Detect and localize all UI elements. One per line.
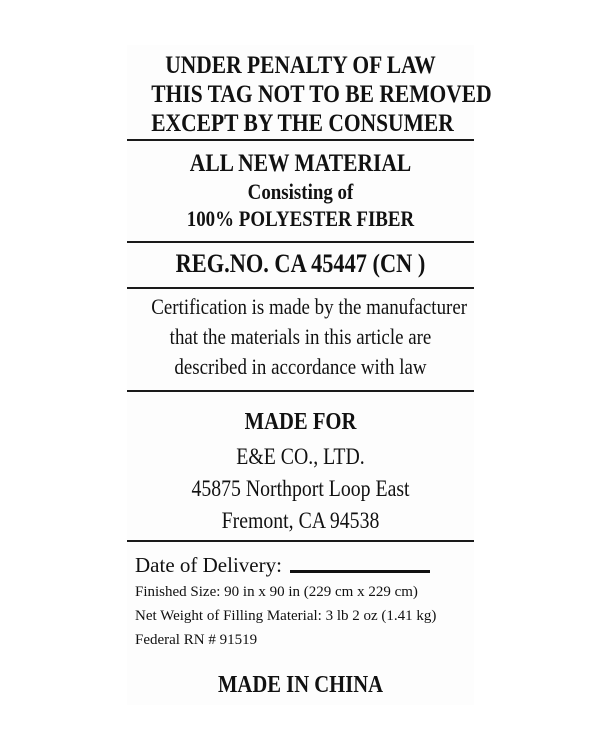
registration-section (127, 249, 474, 279)
made-for-section (127, 407, 474, 537)
material-line-1: ALL NEW MATERIAL (189, 150, 412, 177)
company-name: E&E CO., LTD. (236, 444, 365, 469)
delivery-row (135, 551, 475, 579)
registration-number: REG.NO. CA 45447 (CN ) (175, 249, 426, 278)
divider-5 (127, 540, 474, 542)
penalty-line-1: UNDER PENALTY OF LAW (165, 52, 436, 79)
penalty-section (127, 51, 492, 138)
finished-size: Finished Size: 90 in x 90 in (229 cm x 229 cm) (135, 584, 418, 600)
divider-2 (127, 241, 474, 243)
country-of-origin: MADE IN CHINA (217, 672, 384, 698)
certification-line-2: that the materials in this article are (169, 324, 432, 349)
net-weight: Net Weight of Filling Material: 3 lb 2 oz (1.41 kg) (135, 608, 437, 624)
certification-section (127, 292, 474, 382)
delivery-date-blank (290, 570, 430, 573)
penalty-line-2: THIS TAG NOT TO BE REMOVED (151, 81, 492, 108)
material-line-3: 100% POLYESTER FIBER (186, 206, 415, 231)
delivery-label: Date of Delivery: (135, 553, 282, 577)
law-tag (127, 45, 492, 705)
city-address: Fremont, CA 94538 (221, 508, 380, 533)
divider-3 (127, 287, 474, 289)
penalty-line-3: EXCEPT BY THE CONSUMER (151, 110, 454, 137)
federal-rn: Federal RN # 91519 (135, 632, 258, 648)
divider-1 (127, 139, 474, 141)
details-section (135, 551, 475, 651)
origin-section (127, 670, 474, 700)
material-line-2: Consisting of (247, 179, 354, 204)
certification-line-1: Certification is made by the manufacturer (151, 294, 468, 319)
made-for-heading: MADE FOR (244, 409, 357, 435)
material-section (127, 149, 474, 233)
certification-line-3: described in accordance with law (174, 354, 427, 379)
street-address: 45875 Northport Loop East (191, 476, 410, 501)
divider-4 (127, 390, 474, 392)
